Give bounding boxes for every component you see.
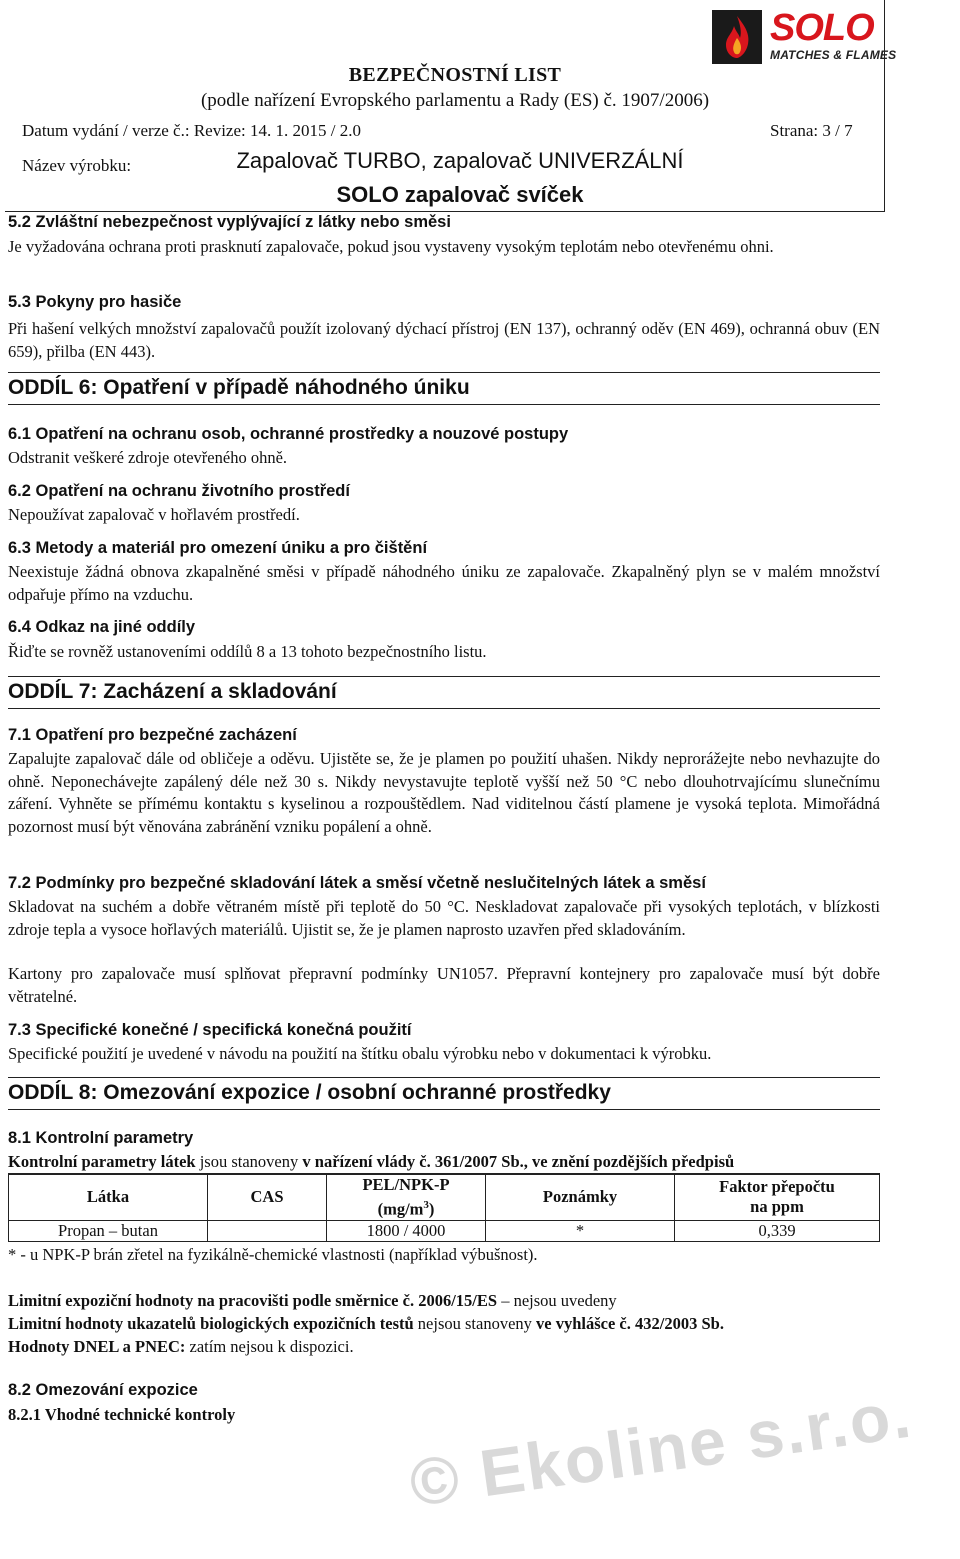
product-name-line2: SOLO zapalovač svíček	[336, 182, 584, 207]
intro-bold-2: v nařízení vlády č. 361/2007 Sb., ve znění pozdějších předpisů	[302, 1152, 735, 1171]
table-row	[9, 1220, 880, 1241]
text-5-2: Je vyžadována ochrana proti prasknutí zapalovače, pokud jsou vystaveny vysokým teplotám nebo otevřenému ohni.	[8, 237, 774, 256]
text-6-1: Odstranit veškeré zdroje otevřeného ohně.	[8, 448, 288, 467]
section-6-title: ODDÍL 6: Opatření v případě náhodného úniku	[8, 372, 880, 405]
issue-date: Datum vydání / verze č.: Revize: 14. 1. 2015 / 2.0	[22, 121, 361, 140]
col-notes: Poznámky	[486, 1175, 675, 1221]
table-header-row	[9, 1175, 880, 1221]
heading-5-2: 5.2 Zvláštní nebezpečnost vyplývající z látky nebo směsi	[8, 213, 451, 231]
logo-tagline: MATCHES & FLAMES	[770, 48, 897, 62]
col-ppm-factor: Faktor přepočtu na ppm	[675, 1175, 880, 1221]
heading-7-1: 7.1 Opatření pro bezpečné zacházení	[8, 726, 297, 744]
heading-7-2: 7.2 Podmínky pro bezpečné skladování látek a směsí včetně neslučitelných látek a směsí	[8, 874, 706, 892]
heading-8-2: 8.2 Omezování expozice	[8, 1381, 198, 1399]
flame-icon	[712, 10, 762, 64]
dnel-pnec-values: Hodnoty DNEL a PNEC: zatím nejsou k dispozici.	[8, 1337, 354, 1356]
text-7-2-a: Skladovat na suchém a dobře větraném místě při teplotě do 50 °C. Neskladovat zapalovače při vysokých teplotách, v blízkosti zdroje tepla a vysoce hořlavých materiálů. Ujistit se, že je plamen naprosto uzavřen před skladováním.	[8, 897, 880, 939]
heading-8-1: 8.1 Kontrolní parametry	[8, 1129, 194, 1147]
document-title: BEZPEČNOSTNÍ LIST	[348, 64, 562, 86]
text-7-1: Zapalujte zapalovač dále od obličeje a oděvu. Ujistěte se, že je plamen po použití uhašen. Nikdy neprorážejte nebo nevhazujte do ohně. Neponechávejte zapálený déle než 30 s. Nikdy nevystavujte teplotě vyšší než 50 °C nebo dlouhotrvajícímu slunečnímu záření. Vyhněte se přímému kontaktu s kyselinou a rozpouštědlem. Nad viditelnou částí plamene je vysoká teplota. Mimořádná pozornost musí být věnována zabránění vzniku popálení a ohně.	[8, 749, 880, 836]
cell-substance: Propan – butan	[9, 1220, 208, 1241]
intro-bold-1: Kontrolní parametry látek	[8, 1152, 196, 1171]
cell-pel: 1800 / 4000	[327, 1220, 486, 1241]
solo-logo	[708, 7, 897, 64]
text-5-3: Při hašení velkých množství zapalovačů použít izolovaný dýchací přístroj (EN 137), ochranný oděv (EN 469), ochranná obuv (EN 659), přilba (EN 443).	[8, 319, 880, 361]
cell-cas	[208, 1220, 327, 1241]
text-6-3: Neexistuje žádná obnova zkapalněné směsi v případě náhodného úniku ze zapalovače. Zkapalněný plyn se v malém množství odpařuje přímo na vzduchu.	[8, 562, 880, 604]
section-7-title: ODDÍL 7: Zacházení a skladování	[8, 676, 880, 709]
heading-6-3: 6.3 Metody a materiál pro omezení úniku a pro čištění	[8, 539, 428, 557]
watermark: © Ekoline s.r.o.	[405, 1376, 917, 1521]
text-6-2: Nepoužívat zapalovač v hořlavém prostředí.	[8, 505, 300, 524]
text-7-3: Specifické použití je uvedené v návodu na použití na štítku obalu výrobku nebo v dokumentaci k výrobku.	[8, 1044, 712, 1063]
intro-normal-1: jsou stanoveny	[195, 1152, 303, 1171]
heading-6-1: 6.1 Opatření na ochranu osob, ochranné prostředky a nouzové postupy	[8, 425, 569, 443]
cell-ppm-factor: 0,339	[675, 1220, 880, 1241]
heading-6-4: 6.4 Odkaz na jiné oddíly	[8, 618, 196, 636]
col-pel: PEL/NPK-P $(mg/m^3)$	[327, 1175, 486, 1221]
heading-7-3: 7.3 Specifické konečné / specifická konečná použití	[8, 1021, 412, 1039]
product-label: Název výrobku:	[22, 156, 132, 175]
table-footnote: * - u NPK-P brán zřetel na fyzikálně-chemické vlastnosti (například výbušnost).	[8, 1245, 538, 1264]
heading-8-2-1: 8.2.1 Vhodné technické kontroly	[8, 1405, 236, 1424]
exposure-limits-table	[8, 1174, 880, 1242]
limit-values-workplace: Limitní expoziční hodnoty na pracovišti podle směrnice č. 2006/15/ES – nejsou uvedeny	[8, 1291, 617, 1310]
col-cas: CAS	[208, 1175, 327, 1221]
heading-5-3: 5.3 Pokyny pro hasiče	[8, 293, 182, 311]
logo-brand: SOLO	[770, 7, 874, 49]
col-substance: Látka	[9, 1175, 208, 1221]
limit-values-biological: Limitní hodnoty ukazatelů biologických expozičních testů nejsou stanoveny ve vyhlášce č. 432/2003 Sb.	[8, 1314, 724, 1333]
control-params-intro	[8, 1152, 880, 1174]
text-7-2-b: Kartony pro zapalovače musí splňovat přepravní podmínky UN1057. Přepravní kontejnery pro zapalovače musí být dobře větratelné.	[8, 964, 880, 1006]
page-number: Strana: 3 / 7	[770, 121, 853, 140]
document-subtitle: (podle nařízení Evropského parlamentu a Rady (ES) č. 1907/2006)	[200, 90, 710, 111]
heading-6-2: 6.2 Opatření na ochranu životního prostředí	[8, 482, 350, 500]
product-name-line1: Zapalovač TURBO, zapalovač UNIVERZÁLNÍ	[236, 148, 684, 173]
text-6-4: Řiďte se rovněž ustanoveními oddílů 8 a 13 tohoto bezpečnostního listu.	[8, 642, 487, 661]
section-8-title: ODDÍL 8: Omezování expozice / osobní ochranné prostředky	[8, 1077, 880, 1110]
cell-notes: *	[486, 1220, 675, 1241]
